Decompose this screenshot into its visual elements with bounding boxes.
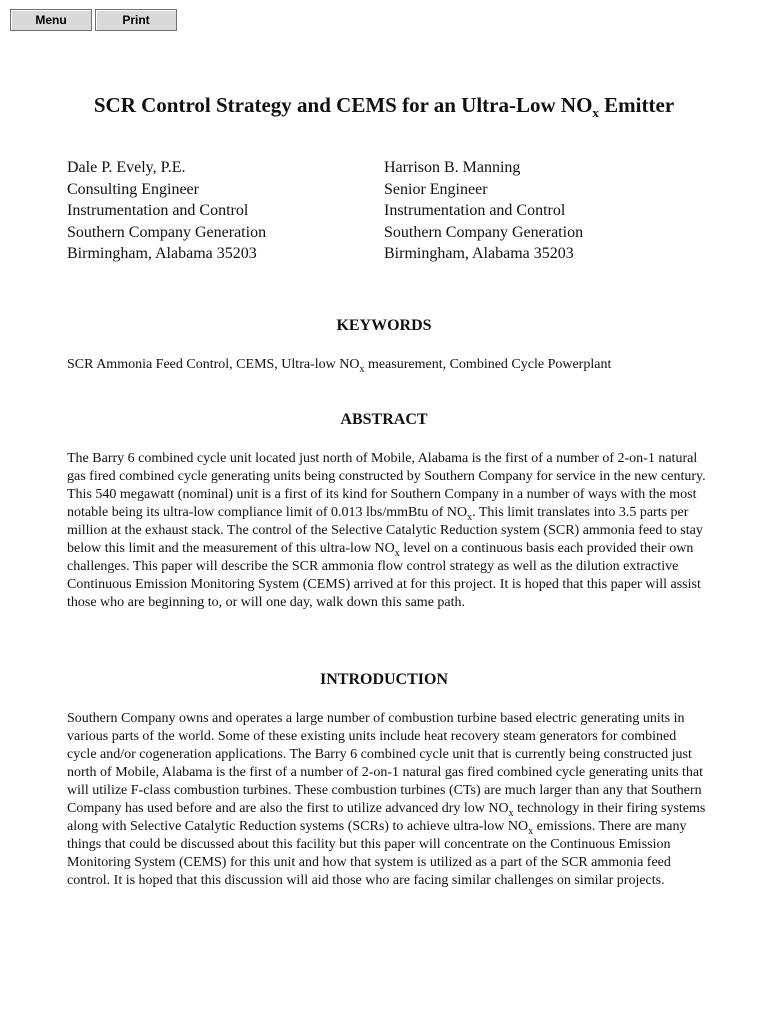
author-1-company: Southern Company Generation [67, 223, 267, 241]
keywords-text [67, 356, 707, 374]
title-subscript: x [592, 105, 599, 121]
author-2-department: Instrumentation and Control [384, 202, 566, 219]
abstract-text [67, 450, 707, 612]
author-1-address: Birmingham, Alabama 35203 [67, 245, 257, 262]
author-1-name: Dale P. Evely, P.E. [67, 159, 186, 176]
author-block [67, 157, 701, 265]
author-1-department: Instrumentation and Control [67, 202, 249, 219]
abstract-subscript-1: x [467, 511, 473, 523]
author-2-name: Harrison B. Manning [384, 159, 521, 176]
abstract-part-2: . This limit translates into 3.5 parts per million at the exhaust stack. The control of the Selective Catalytic Reduction system (SCR) ammonia feed to stay below this limit and the measurement of this ultra-low NO [67, 505, 703, 556]
introduction-part-1: Southern Company owns and operates a large number of combustion turbine based electric generating units in various parts of the world. Some of these existing units include heat recovery steam generators for combined cycle and/or cogeneration applications. The Barry 6 combined cycle unit that is currently being constructed just north of Mobile, Alabama is the first of a number of 2-on-1 natural gas fired combined cycle generating units that will utilize F-class combustion turbines. These combustion turbines (CTs) are much larger than any that Southern Company has used before and are also the first to utilize advanced dry low NO [67, 711, 704, 816]
keywords-subscript: x [359, 363, 365, 375]
toolbar [10, 9, 177, 31]
author-2-title: Senior Engineer [384, 180, 488, 198]
introduction-text [67, 710, 707, 890]
abstract-subscript-2: x [394, 547, 400, 559]
introduction-part-2: technology in their firing systems along with Selective Catalytic Reduction systems (SCRs) to achieve ultra-low NO [67, 801, 706, 834]
introduction-heading: INTRODUCTION [319, 671, 448, 688]
keywords-text-a: SCR Ammonia Feed Control, CEMS, Ultra-low NO [67, 357, 360, 372]
keywords-text-b: measurement, Combined Cycle Powerplant [364, 357, 612, 372]
author-1-title: Consulting Engineer [67, 180, 199, 198]
title-main: SCR Control Strategy and CEMS for an Ultra-Low NO [93, 93, 593, 117]
introduction-subscript-1: x [508, 807, 514, 819]
title-tail: Emitter [598, 93, 675, 117]
author-2 [384, 157, 701, 265]
abstract-part-3: level on a continuous basis each provided their own challenges. This paper will describe the SCR ammonia flow control strategy as well as the dilution extractive Continuous Emission Monitoring System (CEMS) arrived at for this project. It is hoped that this paper will assist those who are beginning to, or will one day, walk down this same path. [67, 541, 701, 610]
abstract-part-1: The Barry 6 combined cycle unit located just north of Mobile, Alabama is the first of a number of 2-on-1 natural gas fired combined cycle generating units being constructed by Southern Company for service in the new century. This 540 megawatt (nominal) unit is a first of its kind for Southern Company in a number of ways with the most notable being its ultra-low compliance limit of 0.013 lbs/mmBtu of NO [67, 451, 706, 520]
author-2-address: Birmingham, Alabama 35203 [384, 245, 574, 262]
menu-button[interactable]: Menu [10, 9, 92, 31]
author-2-company: Southern Company Generation [384, 223, 584, 241]
introduction-subscript-2: x [528, 825, 534, 837]
introduction-part-3: emissions. There are many things that could be discussed about this facility but this paper will concentrate on the Continuous Emission Monitoring System (CEMS) for this unit and how that system is utilized as a part of the SCR ammonia feed control. It is hoped that this discussion will aid those who are facing similar challenges on similar projects. [67, 819, 687, 888]
abstract-heading: ABSTRACT [340, 411, 428, 428]
keywords-heading: KEYWORDS [336, 317, 432, 334]
author-1 [67, 157, 384, 265]
print-button[interactable]: Print [95, 9, 177, 31]
page-title [0, 93, 768, 121]
